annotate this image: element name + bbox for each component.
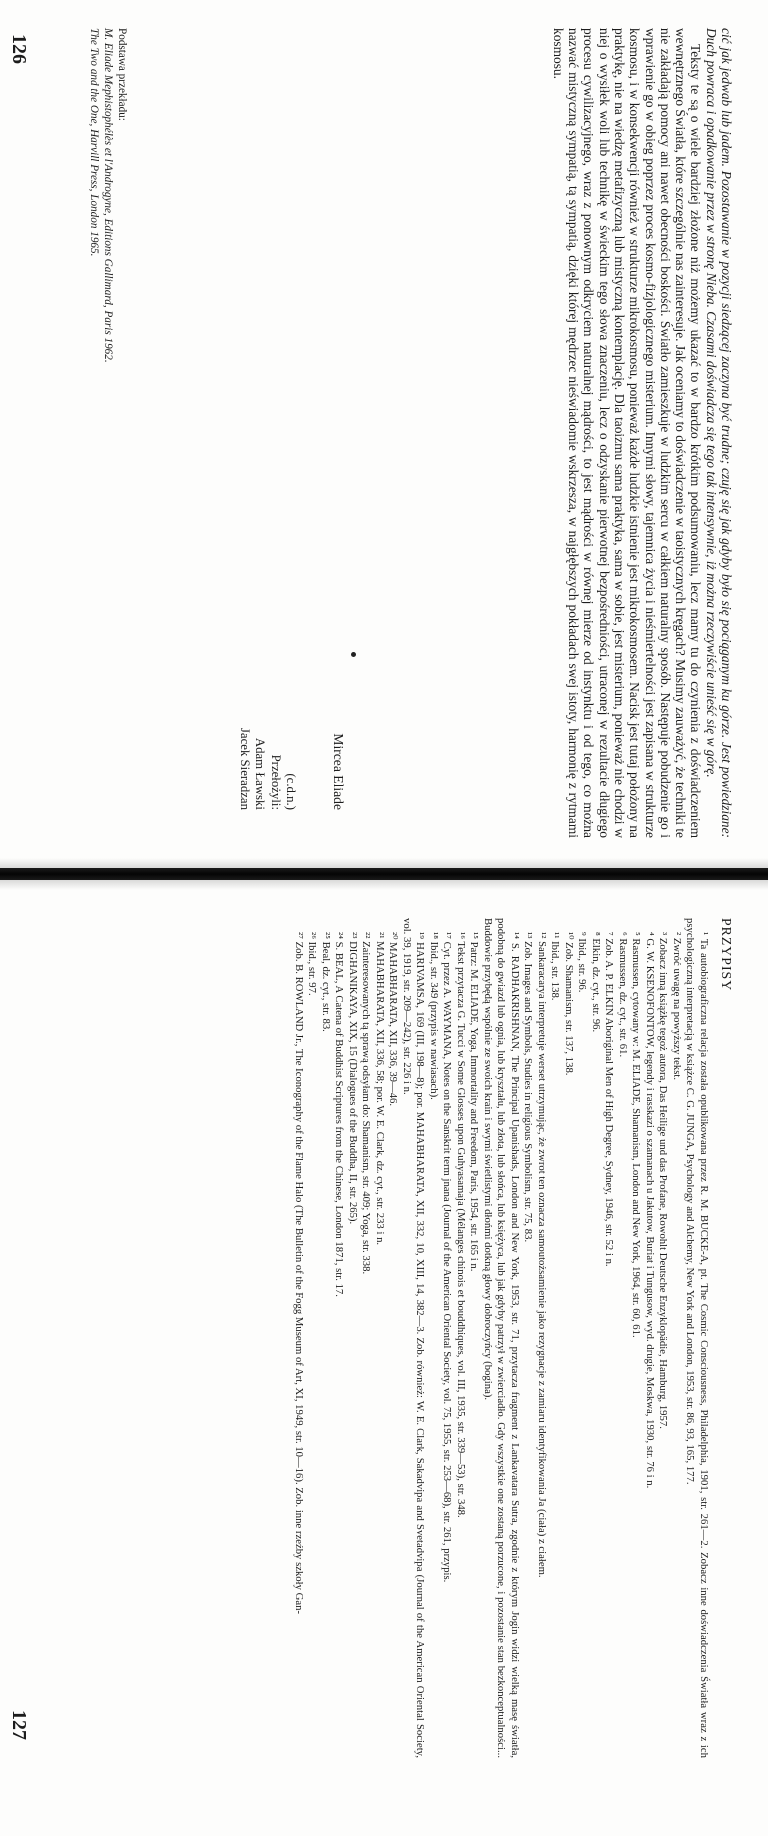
book-gutter (0, 868, 768, 880)
footnote: ² Zwróć uwagę na powyższy tekst. (671, 932, 683, 1081)
body-paragraph: cić jak jedwab lub jadem. Pozostawanie w pozycji siedzącej zaczyna być trudne; czuję się jak gdyby było się pociąganym ku górze. Jest powiedziane: Duch powraca i opadkowanie przez w stronę Nieba. Czasami doświadcza się tego tak intensywnie, iż można rzeczywiście unieść się w górę. (703, 28, 734, 838)
author-signature: Mircea Eliade (331, 733, 346, 810)
notes-title: PRZYPISY (719, 918, 734, 992)
footnote: ³ Zobacz inną książkę tegoż autora, Das Heilige und das Profane, Rowohlt Deutsche Enzyklopädie, Hamburg, 1957. (657, 932, 670, 1429)
footnote: ²⁰ MAHABHARATA, XII, 336, 39—46. (387, 932, 400, 1107)
footnote: ¹² Sankaracarya interpretuje werset utrzymując, że zwrot ten oznacza samoutożsamienie jako rezygnacje z zamiaru identyfikowania Ja (ciała) z ciałem. (536, 932, 548, 1578)
footnotes-list (292, 918, 711, 1758)
page-number: 126 (8, 34, 30, 64)
footnote: ¹⁵ Patrz: M. ELIADE, Yoga, Immortality and Freedom, Paris, 1954, str. 165 i n. (468, 932, 481, 1272)
translator-name: Jacek Sieradzan (238, 727, 253, 810)
footnote: ²³ DIGHANIKAYA, XIX, 15 (Dialogues of the Buddha, II, str. 265). (347, 932, 359, 1225)
translation-credits (237, 560, 298, 810)
footnote: ¹⁶ Tekst przytacza G. Tucci w Some Glosses upon Guhyasamaja (Mélanges chinois et bouddhiques, vol. III, 1935, str. 339—53), str. 348. (455, 932, 467, 1518)
translated-by-label: Przełożyli: (268, 754, 283, 810)
footnote: ¹⁴ S. RADHAKRISHNAN, The Principal Upanishads, London and New York, 1953, str. 71, przytacza fragment z Lankavatara Sutra, zgodnie z którym Jogin widzi wielką masę światła, podobną do gwiazd lub ognia, lub kryształu, lub złota, lub słońca, lub księżyca, lub jak gdyby patrzył w zwierciadło. Gdy wszystkie one zostaną porzucone, i pozostanie stan bezkonceptualności... Buddowie przybędą wspólnie ze swoich krain i swymi świetlistymi dłońmi dotkną głowy dobroczyńcy (bogina). (482, 918, 521, 1758)
footnote: ¹ Ta autobiograficzna relacja została opublikowana przez R. M. BUCKE-A, pt. The Cosmic Consciousness, Philadelphia, 1901, str. 261—2. Zobacz inne doświadczenia Światła wraz z ich psychologiczną interpretacją w książce C. G. JUNGA, Psychology and Alchemy, New York and London, 1953, str. 86, 93, 165, 177. (684, 918, 710, 1758)
to-be-continued: (c.d.n.) (284, 773, 298, 810)
ink-dot (351, 652, 356, 657)
footnote: ²⁵ Beal, dz. cyt., str. 83. (320, 932, 332, 1032)
footnote: ¹⁰ Zob. Shamanism, str. 137, 138. (563, 932, 575, 1076)
footnote: ¹¹ Ibid., str. 138. (549, 932, 562, 1001)
footnote: ²⁴ S. BEAL, A Catena of Buddhist Scriptures from the Chinese, London 1871, str. 17. (333, 932, 346, 1297)
footnote: ¹⁹ HARIVAMSA, 169 (III, 198—8); por. MAHABHARATA, XII, 332, 10, XIII, 14, 382—3. Zob. również: W. E. Clark, Sakadvipa and Svetadvipa (Journal of the American Oriental Society, vol. 39, 1919, str. 209—242), str. 226 i n. (401, 918, 427, 1758)
translator-name: Adam Ławski (253, 737, 268, 810)
footnote: ¹⁷ Cyt. przez A. WAYMANA, Notes on the Sanskrit term jnana (Journal of the American Oriental Society, vol. 75, 1955, str. 253—68), str. 261, przypis. (441, 932, 454, 1583)
page-126 (0, 0, 768, 860)
footnote: ²² Zainteresowanych tą sprawą odsyłam do: Shamanism, str. 409; Yoga, str. 338. (360, 932, 373, 1275)
body-paragraph: Teksty te są o wiele bardziej złożone niż możemy ukazać to w bardzo krótkim podsumowaniu, lecz mamy tu do czynienia z doświadczeniem wewnętrznego Światła, które szczególnie nas zainteresuje. Jak oceniamy to doświadczenie w taoistycznych kręgach? Musimy zauważyć, że techniki te nie zakładają pomocy ani nawet obecności boskości. Światło zamieszkuje w ludzkim sercu w całkiem naturalny sposób. Następuje pobudzenie go i wprawienie go w obieg poprzez proces kosmo-fizjologicznego misterium. Innymi słowy, tajemnica życia i nieśmiertelności jest zapisana w strukturze kosmosu, i w konsekwencji również w strukturze mikrokosmosu, ponieważ każde ludzkie istnienie jest mikrokosmosem. Nacisk jest tutaj położony na praktykę, nie na wiedzę metafizyczną lub mistyczną kontemplację. Dla taoizmu sama praktyka, sama w sobie, jest misterium, ponieważ nie chodzi w niej o wysiłek woli lub technikę w świeckim tego słowa znaczeniu, lecz o odzyskanie pierwotnej bezpośredniości, utraconej w rezultacie długiego procesu cywilizacyjnego, wraz z ponownym odkryciem naturalnej mądrości, to jest mądrości w równej mierze od instynktu i od tego, co można nazwać mistyczną sympatią, tą sympatią, dzięki której mędrzec nieświadomie wskrzesza, w najgłębszych pokładach swej istoty, harmonię z rytmami kosmosu. (550, 28, 704, 838)
footnote: ²⁷ Zob. B. ROWLAND Jr., The Iconography of the Flame Halo (The Bulletin of the Fogg Museum of Art, XI, 1949, str. 10—16). Zob. inne rzeźby szkoły Gan- (293, 932, 305, 1615)
source-entry: The Two and the One, Harvill Press, London 1965. (88, 28, 101, 257)
source-heading: Podstawa przekładu: (116, 28, 128, 121)
footnote: ⁷ Zob. A. P. ELKIN Aboriginal Men of High Degree, Sydney, 1946, str. 52 i n. (603, 932, 616, 1267)
footnote: ¹⁸ Ibid., str. 349 (przypis w nawiasach). (428, 932, 440, 1100)
article-body (550, 28, 734, 838)
footnote: ⁸ Elkin, dz. cyt., str. 96. (590, 932, 602, 1033)
footnote: ⁶ Rasmussen, dz. cyt., str. 61. (617, 932, 629, 1058)
translation-source (87, 28, 128, 848)
footnote: ²⁶ Ibid., str. 97. (306, 932, 319, 996)
footnote: ⁹ Ibid., str. 96. (576, 932, 589, 993)
page-127 (0, 890, 768, 1770)
footnote: ¹³ Zob. Images and Symbols, Studies in religious Symbolism, str. 75, 83. (522, 932, 535, 1243)
source-entry: M. Eliade Mephistophélès et l'Androgyne, Editions Gallimard, Paris 1962. (102, 28, 115, 363)
footnote: ²¹ MAHABHARATA, XII, 336, 58; por. W. E. Clark, dz. cyt., str. 233 i n. (374, 932, 386, 1246)
footnote: ⁵ Rasmussen, cytowany w: M. ELIADE, Shamanism, London and New York, 1964, str. 60, 61. (630, 932, 643, 1338)
page-number: 127 (8, 1710, 30, 1740)
footnote: ⁴ G. W. KSENOFONTOW, legendy i rasskazi o szamanach u Jakutow, Buriat i Tungusow, wyd. drugie, Moskwa, 1930, str. 76 i n. (644, 932, 656, 1489)
